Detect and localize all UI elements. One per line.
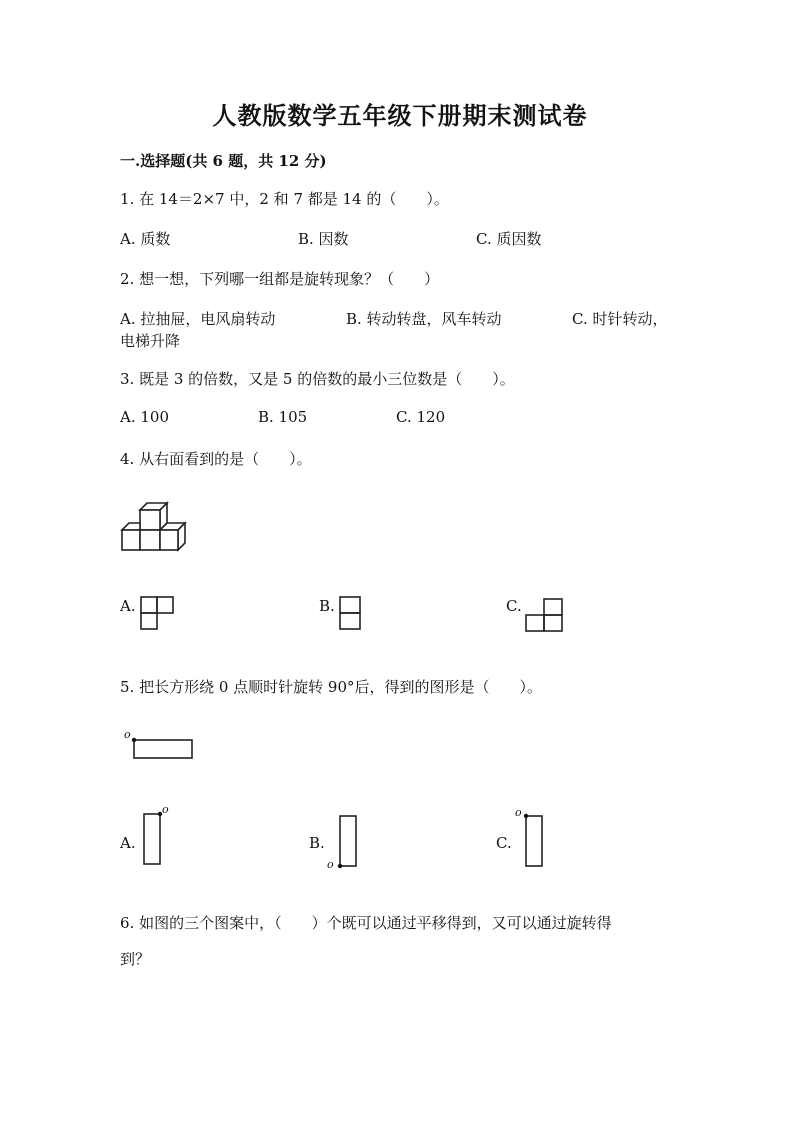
question-3-option-c: C. 120 — [396, 408, 446, 426]
question-3-text: 3. 既是 3 的倍数，又是 5 的倍数的最小三位数是（ ）。 — [120, 370, 515, 388]
question-5-text: 5. 把长方形绕 0 点顺时针旋转 90°后，得到的图形是（ ）。 — [120, 678, 543, 696]
cube-stack-figure — [118, 500, 190, 554]
question-5-option-b: B. — [309, 834, 325, 852]
question-1-option-b: B. 因数 — [298, 230, 349, 248]
question-2-text: 2. 想一想，下列哪一组都是旋转现象？（ ） — [120, 270, 440, 288]
question-4-option-a: A. — [120, 597, 136, 615]
question-4-text: 4. 从右面看到的是（ ）。 — [120, 450, 312, 468]
question-4-option-b: B. — [319, 597, 335, 615]
question-5-option-a: A. — [120, 834, 136, 852]
question-3-option-a: A. 100 — [120, 408, 169, 426]
question-1-text: 1. 在 14＝2×7 中，2 和 7 都是 14 的（ ）。 — [120, 190, 449, 208]
option-c-view-figure — [524, 598, 566, 634]
question-2-option-c-continued: 电梯升降 — [120, 332, 181, 350]
option-b-point-o-label: o — [327, 858, 334, 871]
section-heading: 一.选择题(共 6 题，共 12 分) — [120, 152, 327, 170]
option-b-view-figure — [339, 596, 363, 632]
question-4-option-c: C. — [506, 597, 522, 615]
rectangle-original-figure — [122, 730, 198, 764]
question-2-option-a: A. 拉抽屉，电风扇转动 — [120, 310, 276, 328]
question-5-option-c: C. — [496, 834, 512, 852]
question-6-text-line-2: 到？ — [120, 950, 151, 968]
point-o-label: o — [124, 728, 131, 741]
option-a-view-figure — [140, 596, 176, 632]
option-a-point-o-label: o — [162, 803, 169, 816]
question-3-option-b: B. 105 — [258, 408, 308, 426]
question-6-text-line-1: 6. 如图的三个图案中，（ ）个既可以通过平移得到，又可以通过旋转得 — [120, 914, 612, 932]
page-title: 人教版数学五年级下册期末测试卷 — [212, 101, 588, 130]
question-2-option-b: B. 转动转盘，风车转动 — [346, 310, 502, 328]
question-1-option-c: C. 质因数 — [476, 230, 542, 248]
option-c-point-o-label: o — [515, 806, 522, 819]
question-1-option-a: A. 质数 — [120, 230, 171, 248]
question-2-option-c: C. 时针转动， — [572, 310, 668, 328]
